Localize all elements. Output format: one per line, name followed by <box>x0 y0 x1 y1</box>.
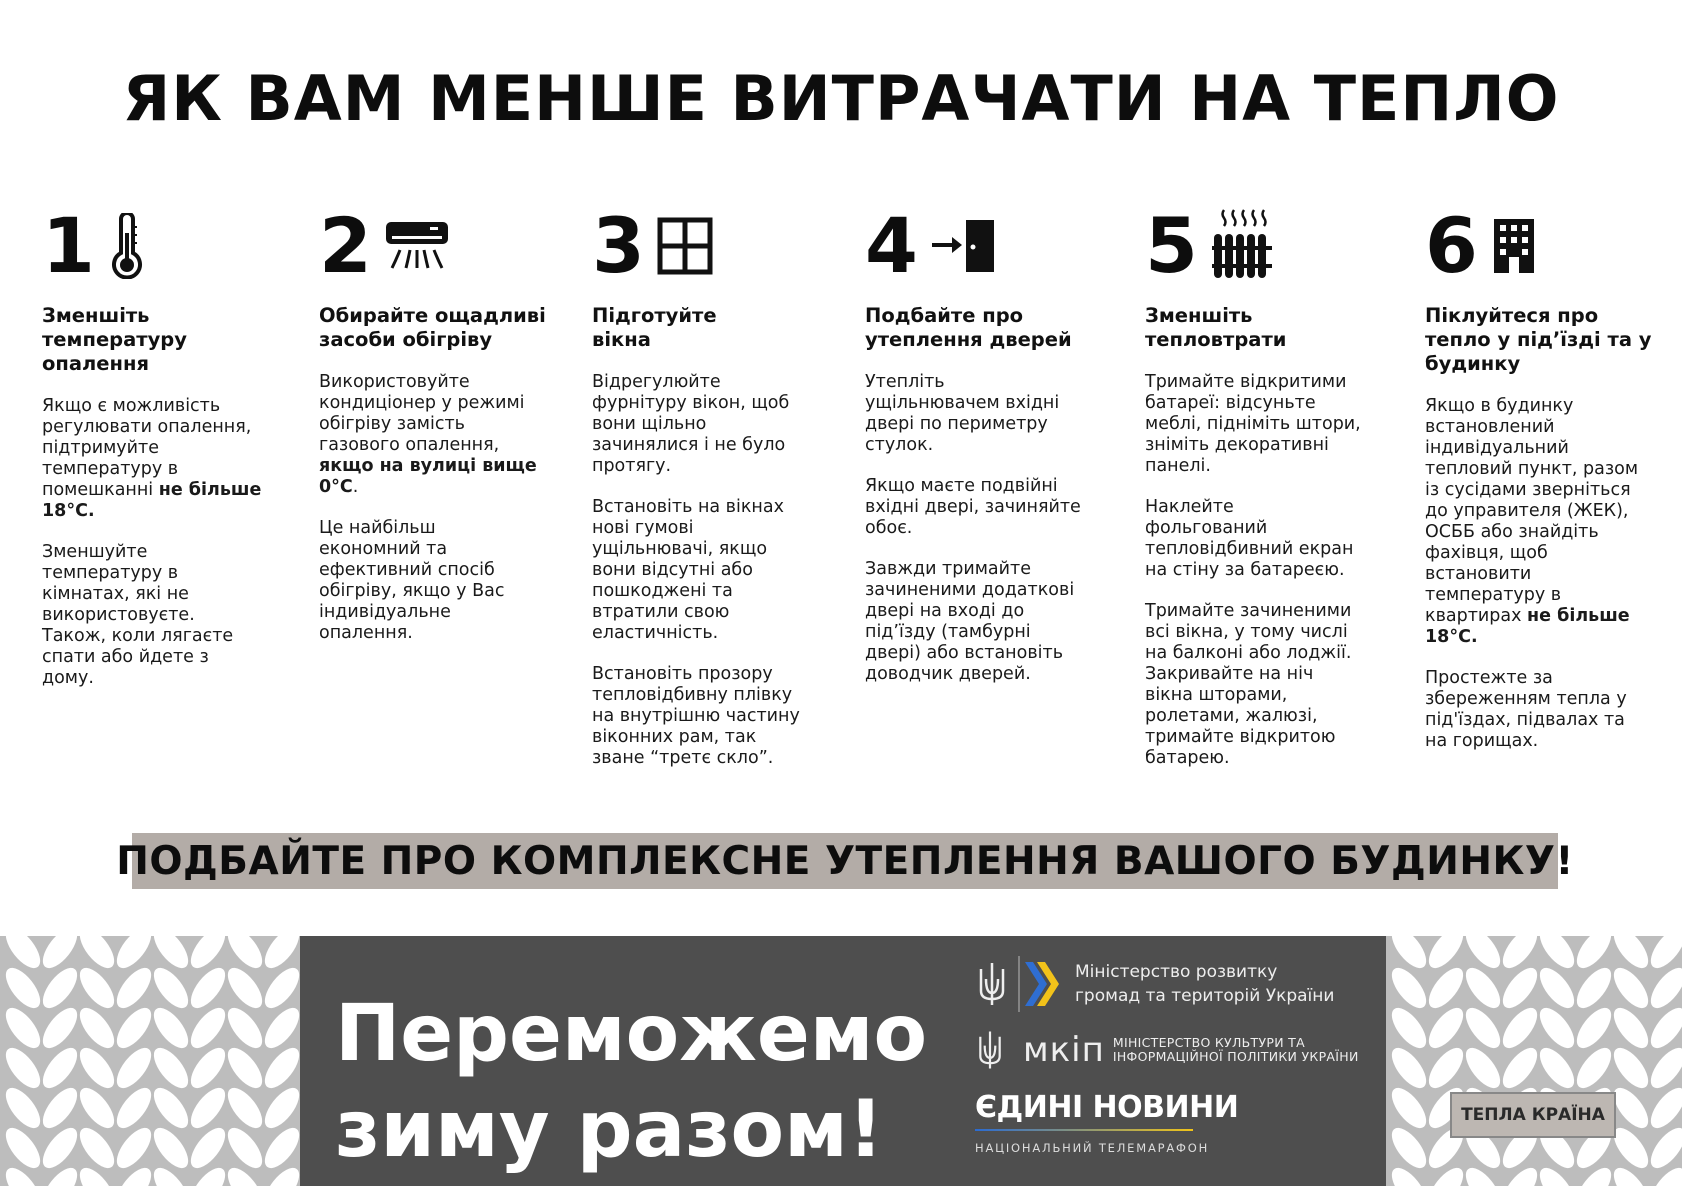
slogan-text: ПОДБАЙТЕ ПРО КОМПЛЕКСНЕ УТЕПЛЕННЯ ВАШОГО БУДИНКУ! <box>116 838 1574 884</box>
knit-stitch <box>0 1162 46 1186</box>
knit-stitch <box>0 1082 46 1133</box>
tip-paragraph: Зменшуйте температуру в кімнатах, які не використовуєте. Також, коли лягаєте спати або йдете з дому. <box>42 542 234 688</box>
page-title: ЯК ВАМ МЕНШЕ ВИТРАЧАТИ НА ТЕПЛО <box>122 62 1560 135</box>
knit-stitch <box>37 1082 84 1133</box>
knit-stitch <box>222 1162 269 1186</box>
tip-title: Зменшіть температуру опалення <box>42 304 187 375</box>
window-icon <box>657 217 713 275</box>
tip-number: 2 <box>319 201 372 290</box>
knit-stitch <box>148 962 195 1013</box>
knit-stitch <box>1571 1042 1618 1093</box>
slogan-banner <box>116 833 1574 889</box>
knit-stitch <box>37 936 84 974</box>
knit-stitch <box>1608 1162 1655 1186</box>
knit-stitch <box>148 1002 195 1053</box>
knit-stitch <box>1608 962 1655 1013</box>
mkip-logo: мкіп <box>1023 1030 1105 1070</box>
knit-stitch <box>1423 962 1470 1013</box>
knit-stitch <box>259 962 300 1013</box>
knit-stitch <box>37 1042 84 1093</box>
knit-stitch <box>1386 1002 1432 1053</box>
knit-stitch <box>1386 1042 1432 1093</box>
knit-stitch <box>148 936 195 974</box>
knit-stitch <box>111 1042 158 1093</box>
knit-stitch <box>111 962 158 1013</box>
tip-number: 4 <box>865 201 918 290</box>
tip-paragraph: Якщо є можливість регулювати опалення, підтримуйте температуру в помешканні не більше 18°С. <box>42 396 262 521</box>
tip-column-5 <box>1145 201 1361 769</box>
knit-stitch <box>1534 962 1581 1013</box>
knit-stitch <box>0 962 46 1013</box>
apartment-building-icon <box>1490 217 1538 275</box>
knit-stitch <box>1423 936 1470 974</box>
footer-headline-line-2: зиму разом! <box>335 1085 884 1175</box>
tip-column-4 <box>865 201 1081 685</box>
ministry-culture-line-2: ІНФОРМАЦІЙНОЇ ПОЛІТИКИ УКРАЇНИ <box>1112 1049 1359 1064</box>
knit-stitch <box>111 1162 158 1186</box>
tip-title: Підготуйте вікна <box>592 304 717 351</box>
knit-stitch <box>0 1042 46 1093</box>
knit-stitch <box>1423 1042 1470 1093</box>
knit-stitch <box>0 1122 46 1173</box>
knit-stitch <box>111 1002 158 1053</box>
tip-title: Обирайте ощадливі засоби обігріву <box>319 304 546 351</box>
tip-number: 3 <box>592 201 645 290</box>
knit-stitch <box>1386 1122 1432 1173</box>
knit-stitch <box>259 1042 300 1093</box>
knit-stitch <box>1497 962 1544 1013</box>
ministry-culture-name <box>1113 1036 1359 1064</box>
tip-paragraph: Завжди тримайте зачиненими додаткові двері на вході до під’їзду (тамбурні двері) або встановіть доводчик дверей. <box>865 559 1075 684</box>
knit-stitch <box>185 1162 232 1186</box>
edyni-novyny-logo <box>975 1090 1359 1155</box>
tip-paragraph: Тримайте зачиненими всі вікна, у тому числі на балконі або лоджії. Закривайте на ніч вікна шторами, ролетами, жалюзі, тримайте відкритою батарею. <box>1145 601 1352 768</box>
knit-stitch <box>1497 936 1544 974</box>
knit-stitch <box>1386 962 1432 1013</box>
edyni-novyny-underline <box>975 1129 1193 1131</box>
tip-header <box>42 201 261 290</box>
knit-stitch <box>1534 1042 1581 1093</box>
knit-stitch <box>1423 1162 1470 1186</box>
knit-stitch <box>185 1082 232 1133</box>
knit-stitch <box>111 1122 158 1173</box>
knit-stitch <box>222 1002 269 1053</box>
knit-stitch <box>74 1162 121 1186</box>
knit-stitch <box>259 1002 300 1053</box>
knit-stitch <box>1460 1162 1507 1186</box>
knit-pattern-left <box>0 936 300 1186</box>
knit-stitch <box>1645 962 1682 1013</box>
knit-stitch <box>1386 936 1432 974</box>
trident-icon <box>975 1028 1005 1072</box>
knit-stitch <box>1571 1162 1618 1186</box>
knit-stitch <box>1645 936 1682 974</box>
ministry-culture-line-1: МІНІСТЕРСТВО КУЛЬТУРИ ТА <box>1112 1035 1305 1050</box>
knit-stitch <box>185 1002 232 1053</box>
tip-paragraph: Тримайте відкритими батареї: відсуньте меблі, підніміть штори, зніміть декоративні панелі. <box>1145 372 1361 476</box>
knit-stitch <box>222 936 269 974</box>
knit-stitch <box>148 1122 195 1173</box>
tip-paragraph: Простежте за збереженням тепла у під'їздах, підвалах та на горищах. <box>1425 668 1627 751</box>
tip-paragraph: Це найбільш економний та ефективний спосіб обігріву, якщо у Вас індивідуальне опалення. <box>319 518 505 643</box>
knit-stitch <box>185 936 232 974</box>
knit-stitch <box>1608 936 1655 974</box>
knit-stitch <box>1645 1002 1682 1053</box>
knit-pattern-right <box>1386 936 1682 1186</box>
ministry-culture-logo <box>975 1028 1359 1072</box>
tip-paragraph: Якщо в будинку встановлений індивідуальний тепловий пункт, разом із сусідами зверніться до управителя (ЖЕК), ОСББ або знайдіть фахівця, щоб встановити температуру в квартирах не більше 18°С. <box>1425 396 1639 647</box>
knit-stitch <box>74 1002 121 1053</box>
knit-stitch <box>1608 1042 1655 1093</box>
tip-column-3 <box>592 201 800 769</box>
knit-stitch <box>222 1082 269 1133</box>
knit-stitch <box>1571 936 1618 974</box>
footer <box>0 936 1682 1186</box>
ministry-development-logo <box>975 956 1359 1012</box>
knit-stitch <box>74 1122 121 1173</box>
tip-number: 5 <box>1145 201 1198 290</box>
knit-stitch <box>111 936 158 974</box>
knit-stitch <box>1534 936 1581 974</box>
tip-number: 1 <box>42 201 95 290</box>
knit-stitch <box>1645 1122 1682 1173</box>
knit-stitch <box>37 1122 84 1173</box>
knit-stitch <box>1571 962 1618 1013</box>
knit-stitch <box>222 962 269 1013</box>
knit-stitch <box>1497 1162 1544 1186</box>
tip-paragraph: Встановіть на вікнах нові гумові ущільнювачі, якщо вони відсутні або пошкоджені та втратили свою еластичність. <box>592 497 784 643</box>
knit-stitch <box>259 1162 300 1186</box>
trident-icon <box>975 959 1009 1009</box>
radiator-icon <box>1210 208 1276 284</box>
ministry-development-line-1: Міністерство розвитку <box>1075 962 1278 982</box>
knit-stitch <box>148 1162 195 1186</box>
knit-stitch <box>148 1082 195 1133</box>
knit-stitch <box>1460 1042 1507 1093</box>
tip-paragraph: Наклейте фольгований тепловідбивний екран на стіну за батареєю. <box>1145 497 1354 580</box>
thermometer-icon <box>107 213 147 279</box>
tip-column-2 <box>319 201 546 644</box>
tip-title: Зменшіть тепловтрати <box>1145 304 1287 351</box>
knit-stitch <box>1497 1042 1544 1093</box>
knit-stitch <box>37 1162 84 1186</box>
knit-stitch <box>0 1002 46 1053</box>
edyni-novyny-subtitle: НАЦІОНАЛЬНИЙ ТЕЛЕМАРАФОН <box>975 1141 1210 1155</box>
knit-stitch <box>222 1122 269 1173</box>
air-conditioner-icon <box>384 218 450 274</box>
ministry-development-line-2: громад та територій України <box>1075 986 1335 1006</box>
edyni-novyny-title: ЄДИНІ НОВИНИ <box>975 1090 1239 1125</box>
tip-header <box>592 201 800 290</box>
tip-paragraph: Використовуйте кондиціонер у режимі обігріву замість газового опалення, якщо на вулиці вище 0°С. <box>319 372 537 497</box>
tip-header <box>1145 201 1361 290</box>
chevron-emblem-icon <box>1017 956 1061 1012</box>
tip-title: Піклуйтеся про тепло у під’їзді та у будинку <box>1425 304 1652 375</box>
knit-stitch <box>1460 1002 1507 1053</box>
tip-paragraph: Встановіть прозору тепловідбивну плівку на внутрішню частину віконних рам, так зване “третє скло”. <box>592 664 800 768</box>
knit-stitch <box>1460 962 1507 1013</box>
tip-title: Подбайте про утеплення дверей <box>865 304 1072 351</box>
knit-stitch <box>1534 1162 1581 1186</box>
knit-stitch <box>1645 1082 1682 1133</box>
knit-stitch <box>1608 1002 1655 1053</box>
knit-stitch <box>259 1082 300 1133</box>
knit-stitch <box>1497 1002 1544 1053</box>
knit-stitch <box>185 1042 232 1093</box>
knit-stitch <box>74 936 121 974</box>
ministry-development-name <box>1075 960 1334 1008</box>
partner-logos <box>975 956 1359 1155</box>
knit-stitch <box>148 1042 195 1093</box>
tip-header <box>865 201 1081 290</box>
knit-stitch <box>1386 1082 1432 1133</box>
footer-headline-line-1: Переможемо <box>335 989 928 1079</box>
tip-header <box>1425 201 1651 290</box>
tip-column-6 <box>1425 201 1652 752</box>
knit-stitch <box>1386 1162 1432 1186</box>
knit-stitch <box>1645 1042 1682 1093</box>
knit-stitch <box>185 962 232 1013</box>
knit-stitch <box>37 1002 84 1053</box>
tip-paragraph: Якщо маєте подвійні вхідні двері, зачиняйте обоє. <box>865 476 1081 538</box>
tip-column-1 <box>42 201 262 689</box>
knit-stitch <box>74 962 121 1013</box>
footer-headline <box>335 986 927 1178</box>
tip-paragraph: Утепліть ущільнювачем вхідні двері по периметру стулок. <box>865 372 1060 455</box>
knit-stitch <box>74 1082 121 1133</box>
knit-stitch <box>222 1042 269 1093</box>
tip-header <box>319 201 546 290</box>
knit-stitch <box>0 936 46 974</box>
knit-stitch <box>259 1122 300 1173</box>
knit-stitch <box>37 962 84 1013</box>
tip-paragraph: Відрегулюйте фурнітуру вікон, щоб вони щільно зачинялися і не було протягу. <box>592 372 790 476</box>
door-enter-icon <box>930 217 996 275</box>
tip-number: 6 <box>1425 201 1478 290</box>
knit-stitch <box>1534 1002 1581 1053</box>
knit-stitch <box>74 1042 121 1093</box>
knit-stitch <box>1423 1002 1470 1053</box>
knit-stitch <box>1571 1002 1618 1053</box>
knit-stitch <box>1460 936 1507 974</box>
knit-stitch <box>111 1082 158 1133</box>
knit-stitch <box>185 1122 232 1173</box>
tepla-kraina-tag: ТЕПЛА КРАЇНА <box>1450 1092 1616 1138</box>
